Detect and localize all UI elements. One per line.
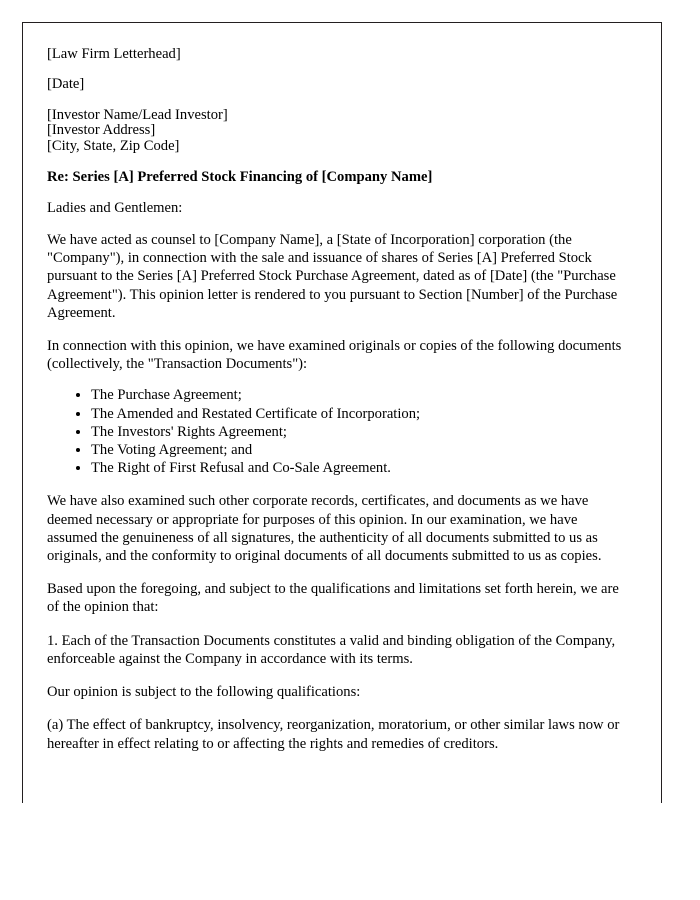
date-placeholder: [Date] — [47, 76, 85, 93]
document-page — [22, 22, 662, 803]
qualification-a: (a) The effect of bankruptcy, insolvency, reorganization, moratorium, or other similar laws now or hereafter in effect relating to or affecting the rights and remedies of creditors. — [47, 717, 620, 752]
spacer — [47, 373, 628, 386]
spacer — [47, 617, 628, 632]
spacer — [47, 701, 628, 716]
spacer — [47, 154, 628, 169]
list-item: • The Purchase Agreement; — [91, 386, 628, 404]
paragraph-counsel-intro: We have acted as counsel to [Company Name], a [State of Incorporation] corporation (the "Company"), in connection with the sale and issuance of shares of Series [A] Preferred Stock pursuant to the Series [A] Preferred Stock Purchase Agreement, dated as of [Date] (the "Purchase Agreement"). This opinion letter is rendered to you pursuant to Section [Number] of the Purchase Agreement. — [47, 232, 618, 321]
salutation: Ladies and Gentlemen: — [47, 200, 183, 217]
document-body — [23, 23, 661, 753]
recipient-name: [Investor Name/Lead Investor] — [47, 106, 228, 123]
opinion-item-1: 1. Each of the Transaction Documents constitutes a valid and binding obligation of the Company, enforceable against the Company in accordance with its terms. — [47, 632, 616, 667]
spacer — [47, 668, 628, 683]
recipient-address: [Investor Address] — [47, 122, 156, 139]
recipient-address-block — [47, 108, 628, 154]
spacer — [47, 565, 628, 580]
letterhead-placeholder: [Law Firm Letterhead] — [47, 46, 181, 62]
list-item: • The Amended and Restated Certificate of Incorporation; — [91, 405, 628, 423]
paragraph-qualifications-intro: Our opinion is subject to the following qualifications: — [47, 684, 361, 701]
paragraph-opinion-intro: Based upon the foregoing, and subject to the qualifications and limitations set forth herein, we are of the opinion that: — [47, 581, 619, 616]
paragraph-documents-examined-intro: In connection with this opinion, we have examined originals or copies of the following documents (collectively, the "Transaction Documents"): — [47, 338, 622, 373]
list-item: • The Voting Agreement; and — [91, 441, 628, 459]
list-item: • The Investors' Rights Agreement; — [91, 423, 628, 441]
paragraph-further-examination: We have also examined such other corporate records, certificates, and documents as we have deemed necessary or appropriate for purposes of this opinion. In our examination, we have assumed the genuineness of all signatures, the authenticity of all documents submitted to us as originals, and the conformity to original documents of all documents submitted to us as copies. — [47, 493, 602, 565]
transaction-documents-list — [47, 386, 628, 477]
subject-line: Re: Series [A] Preferred Stock Financing of [Company Name] — [47, 169, 433, 186]
spacer — [47, 93, 628, 108]
spacer — [47, 216, 628, 231]
spacer — [47, 62, 628, 77]
recipient-city-state-zip: [City, State, Zip Code] — [47, 137, 180, 154]
spacer — [47, 185, 628, 200]
list-item: • The Right of First Refusal and Co-Sale Agreement. — [91, 459, 628, 477]
spacer — [47, 477, 628, 492]
spacer — [47, 322, 628, 337]
